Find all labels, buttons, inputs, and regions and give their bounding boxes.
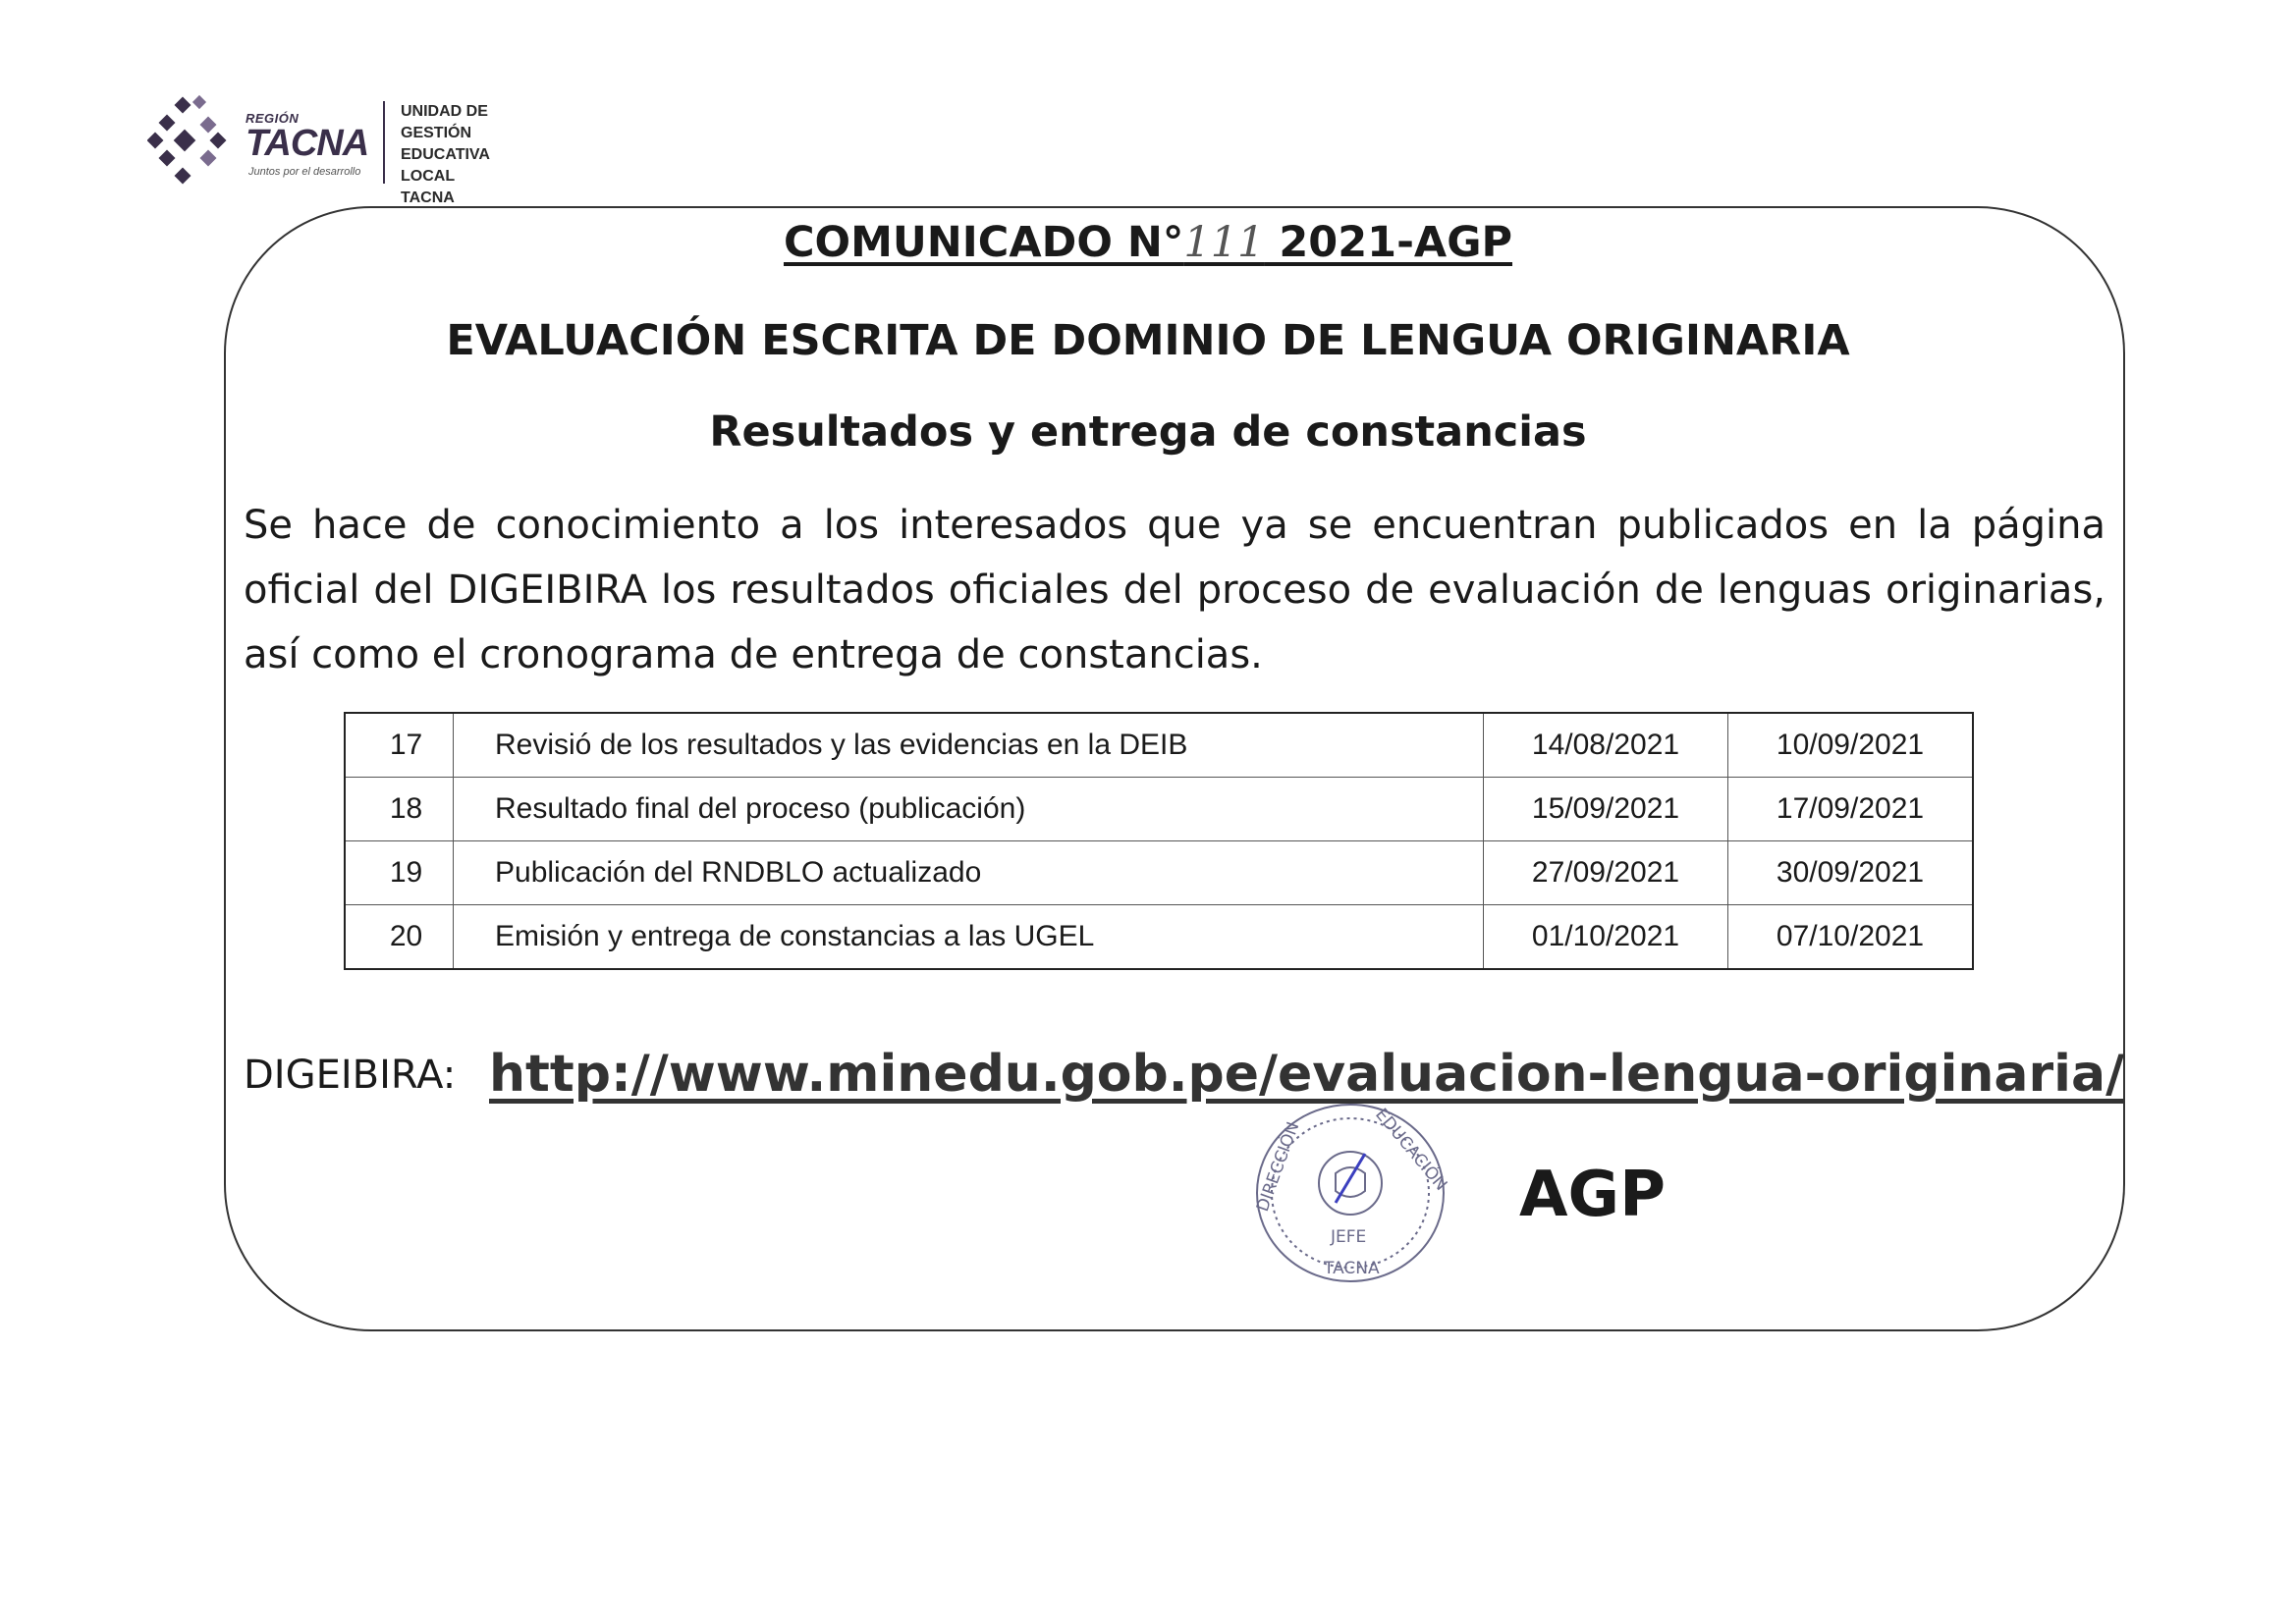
row-end-date: 17/09/2021 xyxy=(1728,778,1974,841)
row-end-date: 10/09/2021 xyxy=(1728,713,1974,778)
notice-number-suffix: 2021-AGP xyxy=(1264,218,1513,267)
notice-number xyxy=(0,218,2296,267)
notice-subtitle: Resultados y entrega de constancias xyxy=(709,407,1587,457)
row-activity: Resultado final del proceso (publicación) xyxy=(454,778,1484,841)
unit-line: UNIDAD DE xyxy=(401,103,488,120)
signature-initials: AGP xyxy=(1519,1159,1666,1231)
row-start-date: 15/09/2021 xyxy=(1484,778,1728,841)
stamp-text-left: DIRECCIÓN xyxy=(1252,1119,1304,1215)
row-start-date: 27/09/2021 xyxy=(1484,841,1728,905)
tacna-logo-mark-icon xyxy=(147,93,241,191)
row-number: 17 xyxy=(345,713,454,778)
site-label: DIGEIBIRA: xyxy=(244,1053,457,1098)
table-row xyxy=(345,841,1973,905)
unit-name xyxy=(401,101,490,209)
row-start-date: 14/08/2021 xyxy=(1484,713,1728,778)
stamp-text-right: EDUCACIÓN xyxy=(1371,1105,1451,1195)
row-number: 18 xyxy=(345,778,454,841)
notice-title: EVALUACIÓN ESCRITA DE DOMINIO DE LENGUA ORIGINARIA xyxy=(446,316,1850,365)
table-row xyxy=(345,713,1973,778)
unit-line: GESTIÓN xyxy=(401,125,472,141)
schedule-table xyxy=(344,712,1974,970)
row-activity: Publicación del RNDBLO actualizado xyxy=(454,841,1484,905)
row-number: 19 xyxy=(345,841,454,905)
row-number: 20 xyxy=(345,905,454,970)
row-activity: Revisió de los resultados y las evidencias en la DEIB xyxy=(454,713,1484,778)
stamp-text-jefe: JEFE xyxy=(1331,1227,1367,1247)
notice-number-prefix: COMUNICADO N° xyxy=(783,218,1184,267)
notice-body: Se hace de conocimiento a los interesados que ya se encuentran publicados en la página oficial del DIGEIBIRA los resultados oficiales del proceso de evaluación de lenguas originarias, así como el cronograma de entrega de constancias. xyxy=(244,503,2105,677)
notice-number-handwritten: 111 xyxy=(1183,218,1265,267)
official-stamp-icon xyxy=(1228,1095,1473,1291)
row-end-date: 07/10/2021 xyxy=(1728,905,1974,970)
logo-region-text: REGIÓN xyxy=(246,111,300,126)
table-row xyxy=(345,778,1973,841)
logo-divider xyxy=(383,101,385,184)
unit-line: EDUCATIVA xyxy=(401,146,490,163)
unit-line: LOCAL TACNA xyxy=(401,168,455,206)
row-end-date: 30/09/2021 xyxy=(1728,841,1974,905)
row-activity: Emisión y entrega de constancias a las UGEL xyxy=(454,905,1484,970)
row-start-date: 01/10/2021 xyxy=(1484,905,1728,970)
logo-tagline: Juntos por el desarrollo xyxy=(248,166,361,178)
digeibira-link[interactable]: http://www.minedu.gob.pe/evaluacion-lengua-originaria/ xyxy=(489,1045,2125,1104)
logo-name: TACNA xyxy=(246,123,369,164)
table-row xyxy=(345,905,1973,970)
stamp-text-tacna: TACNA xyxy=(1324,1259,1380,1278)
